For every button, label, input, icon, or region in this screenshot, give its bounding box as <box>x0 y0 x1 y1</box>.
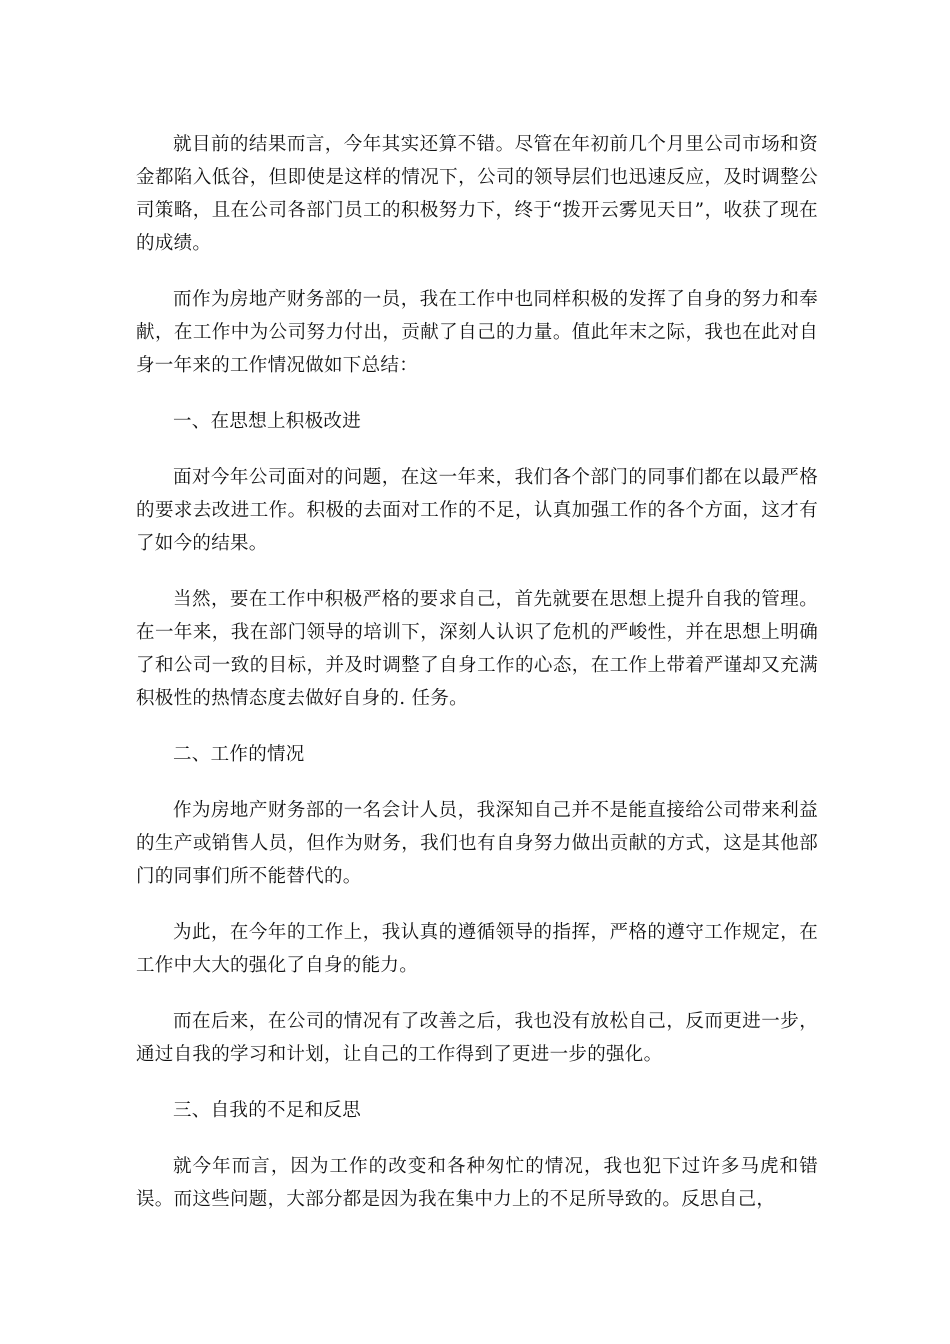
paragraph-further-improvement: 而在后来，在公司的情况有了改善之后，我也没有放松自己，反而更进一步，通过自我的学习和计划，让自己的工作得到了更进一步的强化。 <box>136 1011 818 1065</box>
paragraph-accountant-role: 作为房地产财务部的一名会计人员，我深知自己并不是能直接给公司带来利益的生产或销售人员，但作为财务，我们也有自身努力做出贡献的方式，这是其他部门的同事们所不能替代的。 <box>136 800 818 887</box>
paragraph-intro-results: 就目前的结果而言，今年其实还算不错。尽管在年初前几个月里公司市场和资金都陷入低谷，但即使是这样的情况下，公司的领导层们也迅速反应，及时调整公司策略，且在公司各部门员工的积极努力下，终于“拨开云雾见天日”，收获了现在的成绩。 <box>136 134 818 254</box>
section-heading-reflection: 三、自我的不足和反思 <box>173 1100 362 1121</box>
paragraph-mistakes: 就今年而言，因为工作的改变和各种匆忙的情况，我也犯下过许多马虎和错误。而这些问题，大部分都是因为我在集中力上的不足所导致的。反思自己， <box>136 1156 818 1210</box>
paragraph-follow-leadership: 为此，在今年的工作上，我认真的遵循领导的指挥，严格的遵守工作规定，在工作中大大的强化了自身的能力。 <box>136 922 818 976</box>
paragraph-facing-problems: 面对今年公司面对的问题，在这一年来，我们各个部门的同事们都在以最严格的要求去改进工作。积极的去面对工作的不足，认真加强工作的各个方面，这才有了如今的结果。 <box>136 467 818 554</box>
section-heading-work: 二、工作的情况 <box>173 744 305 765</box>
paragraph-role-summary: 而作为房地产财务部的一员，我在工作中也同样积极的发挥了自身的努力和奉献，在工作中为公司努力付出，贡献了自己的力量。值此年末之际，我也在此对自身一年来的工作情况做如下总结： <box>136 289 818 376</box>
section-heading-thinking: 一、在思想上积极改进 <box>173 411 362 432</box>
paragraph-self-management: 当然，要在工作中积极严格的要求自己，首先就要在思想上提升自我的管理。在一年来，我在部门领导的培训下，深刻人认识了危机的严峻性，并在思想上明确了和公司一致的目标，并及时调整了自身工作的心态，在工作上带着严谨却又充满积极性的热情态度去做好自身的. 任务。 <box>136 589 818 709</box>
document-page <box>136 128 818 1239</box>
